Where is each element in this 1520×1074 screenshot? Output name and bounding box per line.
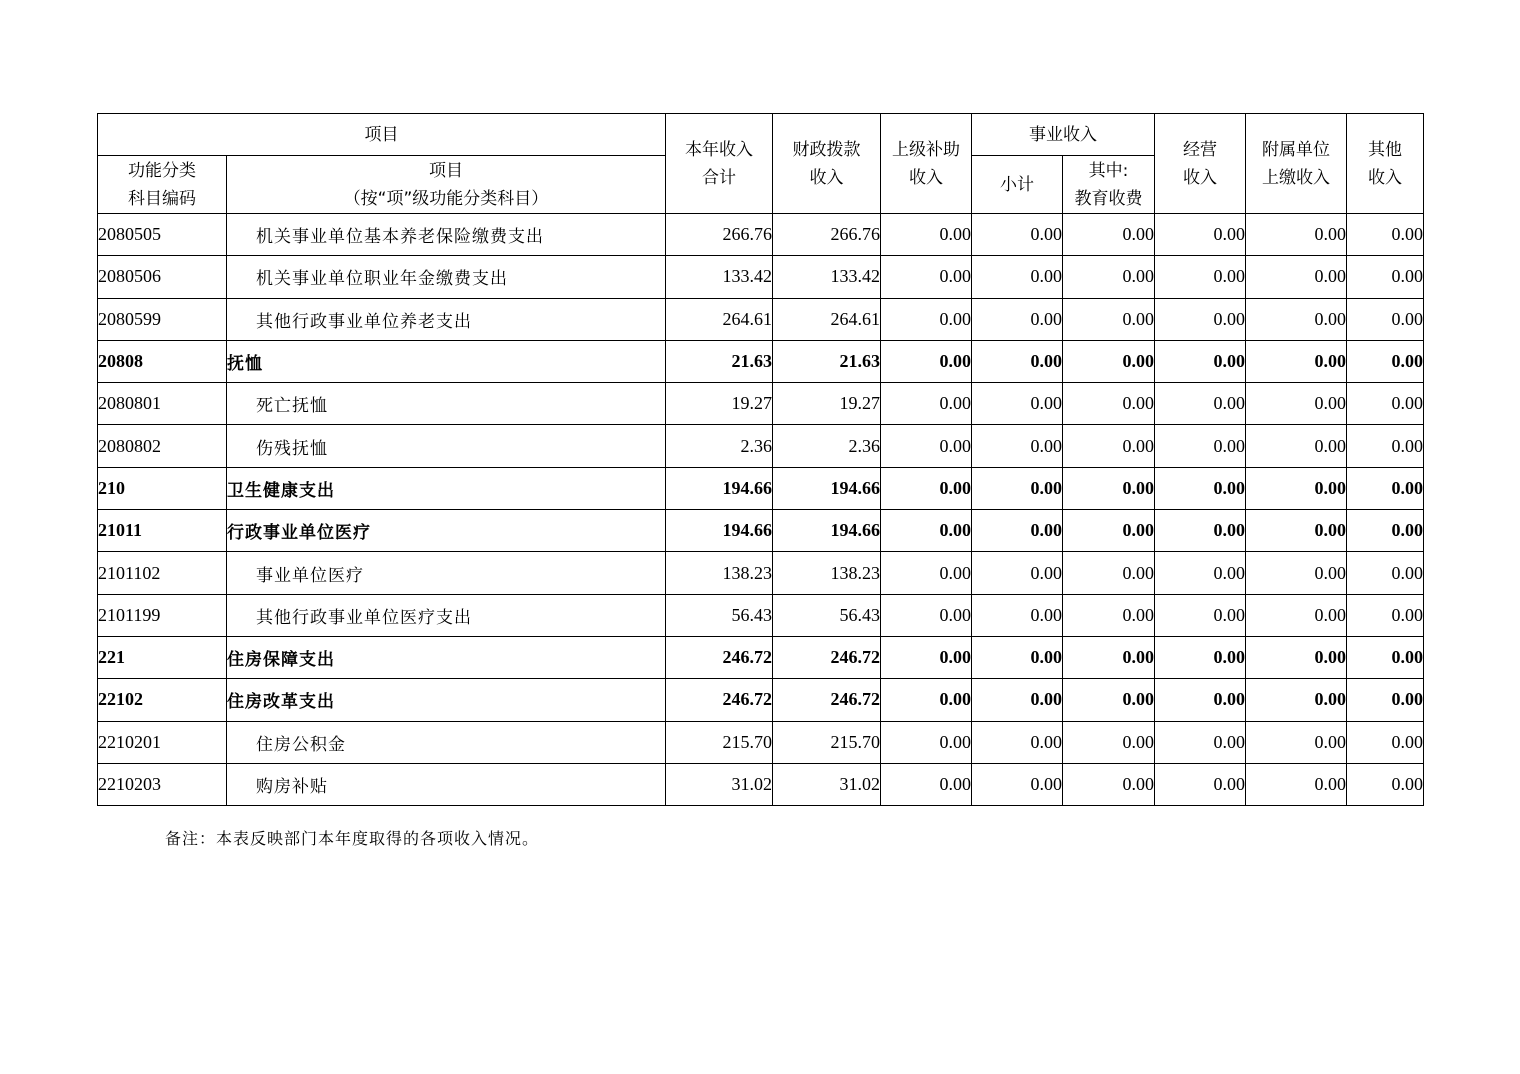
row-value: 0.00 (881, 763, 972, 805)
row-name: 其他行政事业单位养老支出 (227, 298, 666, 340)
table-row (98, 214, 1424, 256)
row-value: 215.70 (666, 721, 773, 763)
row-value: 56.43 (666, 594, 773, 636)
row-value: 266.76 (773, 214, 881, 256)
header-name: 项目 （按“项”级功能分类科目） (227, 156, 666, 214)
row-value: 0.00 (1063, 298, 1155, 340)
row-code: 22102 (98, 679, 227, 721)
row-value: 19.27 (773, 383, 881, 425)
row-value: 0.00 (1246, 636, 1347, 678)
row-value: 0.00 (1246, 510, 1347, 552)
row-value: 0.00 (1246, 340, 1347, 382)
row-value: 0.00 (1347, 510, 1424, 552)
header-business-edu: 其中: 教育收费 (1063, 156, 1155, 214)
row-value: 0.00 (972, 340, 1063, 382)
row-value: 0.00 (1246, 594, 1347, 636)
row-value: 194.66 (773, 510, 881, 552)
row-value: 0.00 (972, 383, 1063, 425)
header-fiscal: 财政拨款 收入 (773, 114, 881, 214)
row-value: 0.00 (881, 679, 972, 721)
row-code: 20808 (98, 340, 227, 382)
row-code: 2080505 (98, 214, 227, 256)
row-value: 0.00 (1063, 256, 1155, 298)
header-business-subtotal: 小计 (972, 156, 1063, 214)
row-value: 19.27 (666, 383, 773, 425)
row-value: 0.00 (972, 467, 1063, 509)
row-value: 0.00 (881, 214, 972, 256)
row-value: 194.66 (666, 510, 773, 552)
row-value: 0.00 (1246, 679, 1347, 721)
row-value: 0.00 (1063, 594, 1155, 636)
row-value: 0.00 (1347, 425, 1424, 467)
row-value: 246.72 (666, 679, 773, 721)
footnote: 备注：本表反映部门本年度取得的各项收入情况。 (165, 829, 540, 848)
table-row (98, 383, 1424, 425)
row-name: 其他行政事业单位医疗支出 (227, 594, 666, 636)
table-row (98, 467, 1424, 509)
row-value: 266.76 (666, 214, 773, 256)
row-value: 0.00 (1063, 425, 1155, 467)
row-value: 0.00 (1155, 552, 1246, 594)
table-row (98, 721, 1424, 763)
row-value: 133.42 (666, 256, 773, 298)
row-value: 194.66 (666, 467, 773, 509)
row-value: 0.00 (972, 594, 1063, 636)
row-value: 0.00 (881, 298, 972, 340)
row-value: 0.00 (1246, 298, 1347, 340)
row-value: 246.72 (773, 679, 881, 721)
row-value: 0.00 (1063, 679, 1155, 721)
row-name: 住房改革支出 (227, 679, 666, 721)
row-name: 伤残抚恤 (227, 425, 666, 467)
row-value: 0.00 (972, 214, 1063, 256)
table-row (98, 679, 1424, 721)
row-value: 0.00 (1246, 763, 1347, 805)
row-value: 0.00 (1063, 721, 1155, 763)
row-code: 21011 (98, 510, 227, 552)
row-value: 0.00 (881, 594, 972, 636)
row-name: 购房补贴 (227, 763, 666, 805)
row-value: 0.00 (1063, 552, 1155, 594)
row-value: 2.36 (773, 425, 881, 467)
row-value: 0.00 (1155, 340, 1246, 382)
row-value: 246.72 (773, 636, 881, 678)
table-row (98, 552, 1424, 594)
row-code: 2210201 (98, 721, 227, 763)
row-value: 0.00 (1155, 467, 1246, 509)
row-value: 0.00 (1246, 467, 1347, 509)
header-code: 功能分类 科目编码 (98, 156, 227, 214)
row-value: 0.00 (1063, 383, 1155, 425)
table-row (98, 510, 1424, 552)
row-value: 31.02 (666, 763, 773, 805)
table-row (98, 636, 1424, 678)
row-name: 机关事业单位基本养老保险缴费支出 (227, 214, 666, 256)
row-value: 133.42 (773, 256, 881, 298)
income-table (97, 113, 1424, 806)
row-value: 0.00 (881, 552, 972, 594)
header-operating: 经营 收入 (1155, 114, 1246, 214)
row-value: 0.00 (1347, 214, 1424, 256)
row-name: 住房保障支出 (227, 636, 666, 678)
row-code: 221 (98, 636, 227, 678)
row-code: 210 (98, 467, 227, 509)
row-code: 2080801 (98, 383, 227, 425)
row-value: 0.00 (1063, 510, 1155, 552)
header-total: 本年收入 合计 (666, 114, 773, 214)
row-value: 264.61 (773, 298, 881, 340)
table-row (98, 256, 1424, 298)
row-name: 住房公积金 (227, 721, 666, 763)
row-value: 0.00 (1246, 256, 1347, 298)
row-name: 事业单位医疗 (227, 552, 666, 594)
row-value: 0.00 (972, 510, 1063, 552)
row-value: 0.00 (1155, 510, 1246, 552)
row-value: 0.00 (1347, 721, 1424, 763)
row-value: 0.00 (1063, 467, 1155, 509)
row-value: 0.00 (1246, 214, 1347, 256)
row-name: 死亡抚恤 (227, 383, 666, 425)
row-value: 0.00 (1155, 636, 1246, 678)
row-value: 0.00 (972, 763, 1063, 805)
row-value: 215.70 (773, 721, 881, 763)
row-code: 2080802 (98, 425, 227, 467)
row-value: 0.00 (972, 425, 1063, 467)
row-value: 0.00 (1063, 340, 1155, 382)
row-value: 0.00 (972, 679, 1063, 721)
header-item-group: 项目 (98, 114, 666, 156)
table-row (98, 298, 1424, 340)
row-value: 0.00 (881, 636, 972, 678)
row-code: 2080599 (98, 298, 227, 340)
row-value: 264.61 (666, 298, 773, 340)
row-value: 0.00 (1246, 721, 1347, 763)
row-name: 机关事业单位职业年金缴费支出 (227, 256, 666, 298)
row-value: 0.00 (1246, 425, 1347, 467)
row-value: 0.00 (1246, 383, 1347, 425)
row-value: 0.00 (972, 636, 1063, 678)
row-value: 56.43 (773, 594, 881, 636)
row-value: 0.00 (1347, 256, 1424, 298)
row-value: 0.00 (1155, 256, 1246, 298)
row-name: 行政事业单位医疗 (227, 510, 666, 552)
row-value: 2.36 (666, 425, 773, 467)
table-row (98, 340, 1424, 382)
row-value: 138.23 (666, 552, 773, 594)
row-value: 0.00 (1347, 467, 1424, 509)
row-value: 0.00 (881, 383, 972, 425)
header-superior: 上级补助 收入 (881, 114, 972, 214)
row-value: 0.00 (1347, 552, 1424, 594)
table-body (98, 214, 1424, 806)
row-value: 0.00 (972, 721, 1063, 763)
row-value: 0.00 (1155, 383, 1246, 425)
row-value: 0.00 (1347, 340, 1424, 382)
row-value: 0.00 (1155, 721, 1246, 763)
row-value: 0.00 (1347, 679, 1424, 721)
row-code: 2101102 (98, 552, 227, 594)
row-value: 0.00 (1246, 552, 1347, 594)
row-value: 0.00 (1347, 594, 1424, 636)
row-value: 0.00 (1155, 425, 1246, 467)
row-value: 0.00 (1347, 636, 1424, 678)
table-row (98, 594, 1424, 636)
row-value: 0.00 (1155, 679, 1246, 721)
row-code: 2101199 (98, 594, 227, 636)
row-value: 138.23 (773, 552, 881, 594)
row-value: 21.63 (773, 340, 881, 382)
row-value: 194.66 (773, 467, 881, 509)
row-value: 0.00 (1155, 298, 1246, 340)
row-value: 0.00 (972, 552, 1063, 594)
row-value: 0.00 (1155, 763, 1246, 805)
row-value: 0.00 (1063, 636, 1155, 678)
header-affiliated: 附属单位 上缴收入 (1246, 114, 1347, 214)
row-value: 0.00 (881, 467, 972, 509)
row-value: 0.00 (1155, 594, 1246, 636)
row-value: 0.00 (1347, 763, 1424, 805)
row-value: 0.00 (972, 298, 1063, 340)
header-other: 其他 收入 (1347, 114, 1424, 214)
row-value: 0.00 (1347, 298, 1424, 340)
row-value: 0.00 (881, 340, 972, 382)
row-value: 0.00 (1347, 383, 1424, 425)
row-value: 0.00 (881, 510, 972, 552)
row-value: 21.63 (666, 340, 773, 382)
row-name: 卫生健康支出 (227, 467, 666, 509)
row-value: 31.02 (773, 763, 881, 805)
row-value: 0.00 (1155, 214, 1246, 256)
row-value: 0.00 (881, 425, 972, 467)
table-row (98, 425, 1424, 467)
row-code: 2210203 (98, 763, 227, 805)
row-value: 0.00 (1063, 214, 1155, 256)
row-value: 246.72 (666, 636, 773, 678)
row-name: 抚恤 (227, 340, 666, 382)
row-value: 0.00 (881, 256, 972, 298)
header-business-group: 事业收入 (972, 114, 1155, 156)
row-value: 0.00 (972, 256, 1063, 298)
table-row (98, 763, 1424, 805)
row-value: 0.00 (1063, 763, 1155, 805)
header-row-1 (98, 114, 1424, 156)
row-code: 2080506 (98, 256, 227, 298)
row-value: 0.00 (881, 721, 972, 763)
